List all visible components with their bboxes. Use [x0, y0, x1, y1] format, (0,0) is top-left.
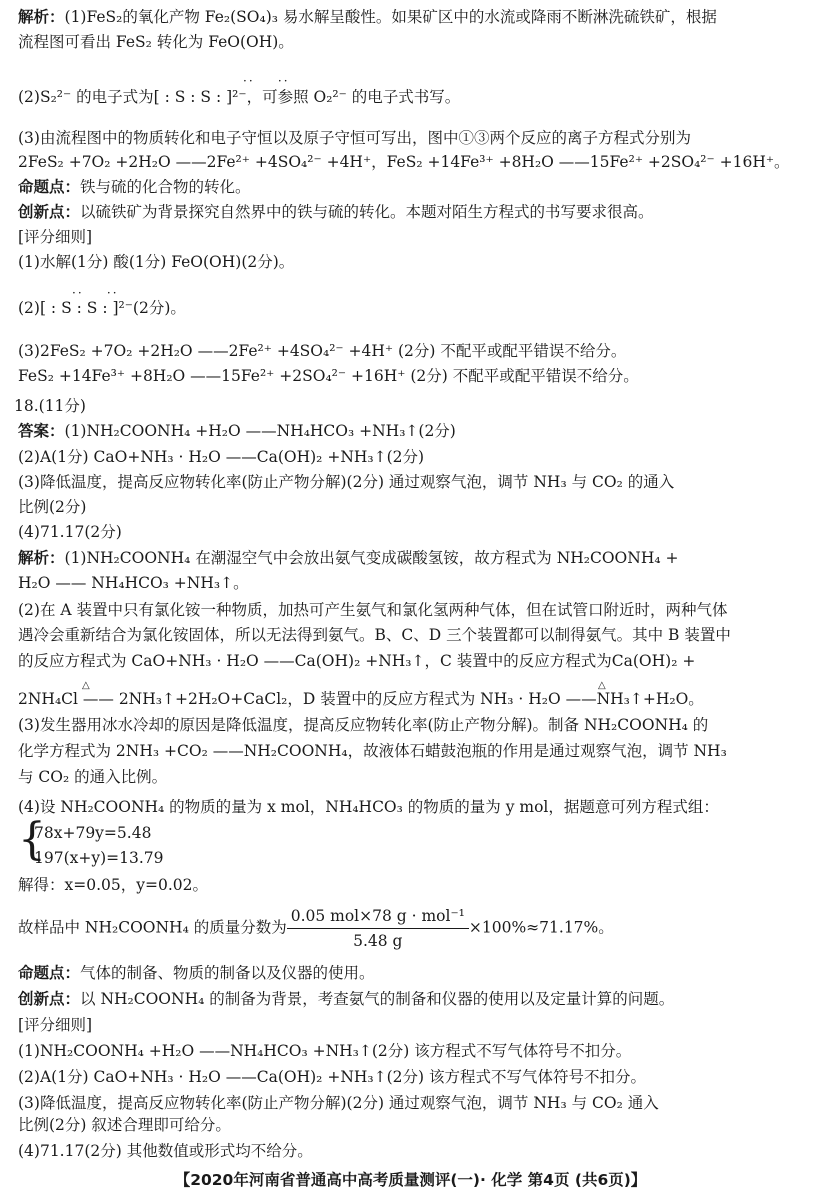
analysis-3-line-1: (3)由流程图中的物质转化和电子守恒以及原子守恒可写出，图中①③两个反应的离子方程式分别为 — [18, 129, 691, 147]
fraction-prefix: 故样品中 NH₂COONH₄ 的质量分数为 — [18, 918, 287, 937]
answer-label: 答案： — [18, 422, 65, 440]
key-point-1 — [18, 176, 808, 198]
analysis-18-2c: 的反应方程式为 CaO+NH₃ · H₂O ——Ca(OH)₂ +NH₃↑，C 装置中的反应方程式为Ca(OH)₂ + — [18, 652, 696, 670]
analysis-1-line-2: 流程图可看出 FeS₂ 转化为 FeO(OH)。 — [18, 33, 294, 51]
rubric-1-item-3a: (3)2FeS₂ +7O₂ +2H₂O ——2Fe²⁺ +4SO₄²⁻ +4H⁺ (2分) 不配平或配平错误不给分。 — [18, 342, 627, 360]
innovation-label: 创新点： — [18, 203, 81, 221]
fraction — [287, 904, 469, 953]
fraction-suffix: ×100%≈71.17%。 — [468, 918, 614, 937]
fraction-denominator: 5.48 g — [353, 932, 403, 950]
equation-2: 197(x+y)=13.79 — [34, 849, 164, 867]
page-footer: 【2020年河南省普通高中高考质量测评(一)· 化学 第4页 (共6页)】 — [174, 1171, 647, 1189]
rubric-2-item-3a: (3)降低温度，提高反应物转化率(防止产物分解)(2分) 通过观察气泡，调节 NH₃ 与 CO₂ 通入 — [18, 1094, 659, 1112]
analysis-1-line-1 — [18, 6, 808, 28]
solution-line: 解得：x=0.05，y=0.02。 — [18, 876, 208, 894]
answer-4: (4)71.17(2分) — [18, 523, 122, 541]
innovation-label-2: 创新点： — [18, 990, 81, 1008]
innovation-text: 以硫铁矿为背景探究自然界中的铁与硫的转化。本题对陌生方程式的书写要求很高。 — [80, 203, 654, 221]
analysis-label: 解析： — [18, 8, 65, 26]
answer-3a: (3)降低温度，提高反应物转化率(防止产物分解)(2分) 通过观察气泡，调节 NH₃ 与 CO₂ 的通入 — [18, 473, 675, 491]
innovation-text-2: 以 NH₂COONH₄ 的制备为背景，考查氨气的制备和仪器的使用以及定量计算的问题。 — [80, 990, 675, 1008]
analysis-text-18: (1)NH₂COONH₄ 在潮湿空气中会放出氨气变成碳酸氢铵，故方程式为 NH₂COONH₄ + — [64, 549, 679, 567]
analysis-2-line: (2)S₂²⁻ 的电子式为[ : S : S : ]²⁻，可参照 O₂²⁻ 的电子式书写。 — [18, 88, 461, 106]
rubric-2-item-3b: 比例(2分) 叙述合理即可给分。 — [18, 1116, 231, 1134]
innovation-2 — [18, 988, 808, 1010]
key-point-label: 命题点： — [18, 178, 81, 196]
equation-brace: { — [18, 814, 46, 865]
analysis-18-1a — [18, 547, 808, 569]
rubric-2-item-1: (1)NH₂COONH₄ +H₂O ——NH₄HCO₃ +NH₃↑(2分) 该方程式不写气体符号不扣分。 — [18, 1042, 632, 1060]
rubric-heading-1: [评分细则] — [18, 228, 93, 246]
rubric-1-item-3b: FeS₂ +14Fe³⁺ +8H₂O ——15Fe²⁺ +2SO₄²⁻ +16H⁺ (2分) 不配平或配平错误不给分。 — [18, 367, 639, 385]
answer-2: (2)A(1分) CaO+NH₃ · H₂O ——Ca(OH)₂ +NH₃↑(2分) — [18, 448, 425, 466]
analysis-18-2b: 遇冷会重新结合为氯化铵固体，所以无法得到氨气。B、C、D 三个装置都可以制得氨气。其中 B 装置中 — [18, 626, 731, 644]
analysis-text: (1)FeS₂的氧化产物 Fe₂(SO₄)₃ 易水解呈酸性。如果矿区中的水流或降雨不断淋洗硫铁矿，根据 — [64, 8, 717, 26]
rubric-1-item-1: (1)水解(1分) 酸(1分) FeO(OH)(2分)。 — [18, 253, 295, 271]
equation-1: 78x+79y=5.48 — [34, 824, 152, 842]
electron-dots: ·· ·· — [243, 74, 290, 88]
key-point-text-2: 气体的制备、物质的制备以及仪器的使用。 — [80, 964, 375, 982]
mass-fraction-line — [18, 904, 808, 953]
answer-3b: 比例(2分) — [18, 498, 87, 516]
answer-1 — [18, 420, 808, 442]
electron-dots-2: ·· ·· — [72, 286, 119, 300]
analysis-18-3a: (3)发生器用冰水冷却的原因是降低温度，提高反应物转化率(防止产物分解)。制备 NH₂COONH₄ 的 — [18, 716, 709, 734]
analysis-18-3c: 与 CO₂ 的通入比例。 — [18, 768, 168, 786]
rubric-heading-2: [评分细则] — [18, 1016, 93, 1034]
analysis-18-4: (4)设 NH₂COONH₄ 的物质的量为 x mol，NH₄HCO₃ 的物质的量为 y mol，据题意可列方程式组： — [18, 798, 719, 816]
key-point-text: 铁与硫的化合物的转化。 — [80, 178, 251, 196]
heat-triangle-2: △ — [598, 680, 606, 691]
question-18-header: 18.(11分) — [14, 397, 86, 415]
answer-text: (1)NH₂COONH₄ +H₂O ——NH₄HCO₃ +NH₃↑(2分) — [64, 422, 456, 440]
heat-triangle-1: △ — [82, 680, 90, 691]
analysis-18-2d: 2NH₄Cl —— 2NH₃↑+2H₂O+CaCl₂，D 装置中的反应方程式为 NH₃ · H₂O ——NH₃↑+H₂O。 — [18, 690, 704, 708]
analysis-18-3b: 化学方程式为 2NH₃ +CO₂ ——NH₂COONH₄，故液体石蜡鼓泡瓶的作用是通过观察气泡，调节 NH₃ — [18, 742, 727, 760]
analysis-3-line-2: 2FeS₂ +7O₂ +2H₂O ——2Fe²⁺ +4SO₄²⁻ +4H⁺，FeS₂ +14Fe³⁺ +8H₂O ——15Fe²⁺ +2SO₄²⁻ +16H⁺。 — [18, 153, 790, 171]
analysis-label-18: 解析： — [18, 549, 65, 567]
rubric-2-item-2: (2)A(1分) CaO+NH₃ · H₂O ——Ca(OH)₂ +NH₃↑(2分) 该方程式不写气体符号不扣分。 — [18, 1068, 646, 1086]
rubric-2-item-4: (4)71.17(2分) 其他数值或形式均不给分。 — [18, 1142, 313, 1160]
analysis-18-1b: H₂O —— NH₄HCO₃ +NH₃↑。 — [18, 574, 249, 592]
fraction-numerator: 0.05 mol×78 g · mol⁻¹ — [287, 904, 469, 929]
rubric-1-item-2: (2)[ : S : S : ]²⁻(2分)。 — [18, 299, 186, 317]
key-point-2 — [18, 962, 808, 984]
key-point-label-2: 命题点： — [18, 964, 81, 982]
innovation-1 — [18, 201, 808, 223]
analysis-18-2a: (2)在 A 装置中只有氯化铵一种物质，加热可产生氨气和氯化氢两种气体，但在试管口附近时，两种气体 — [18, 601, 728, 619]
